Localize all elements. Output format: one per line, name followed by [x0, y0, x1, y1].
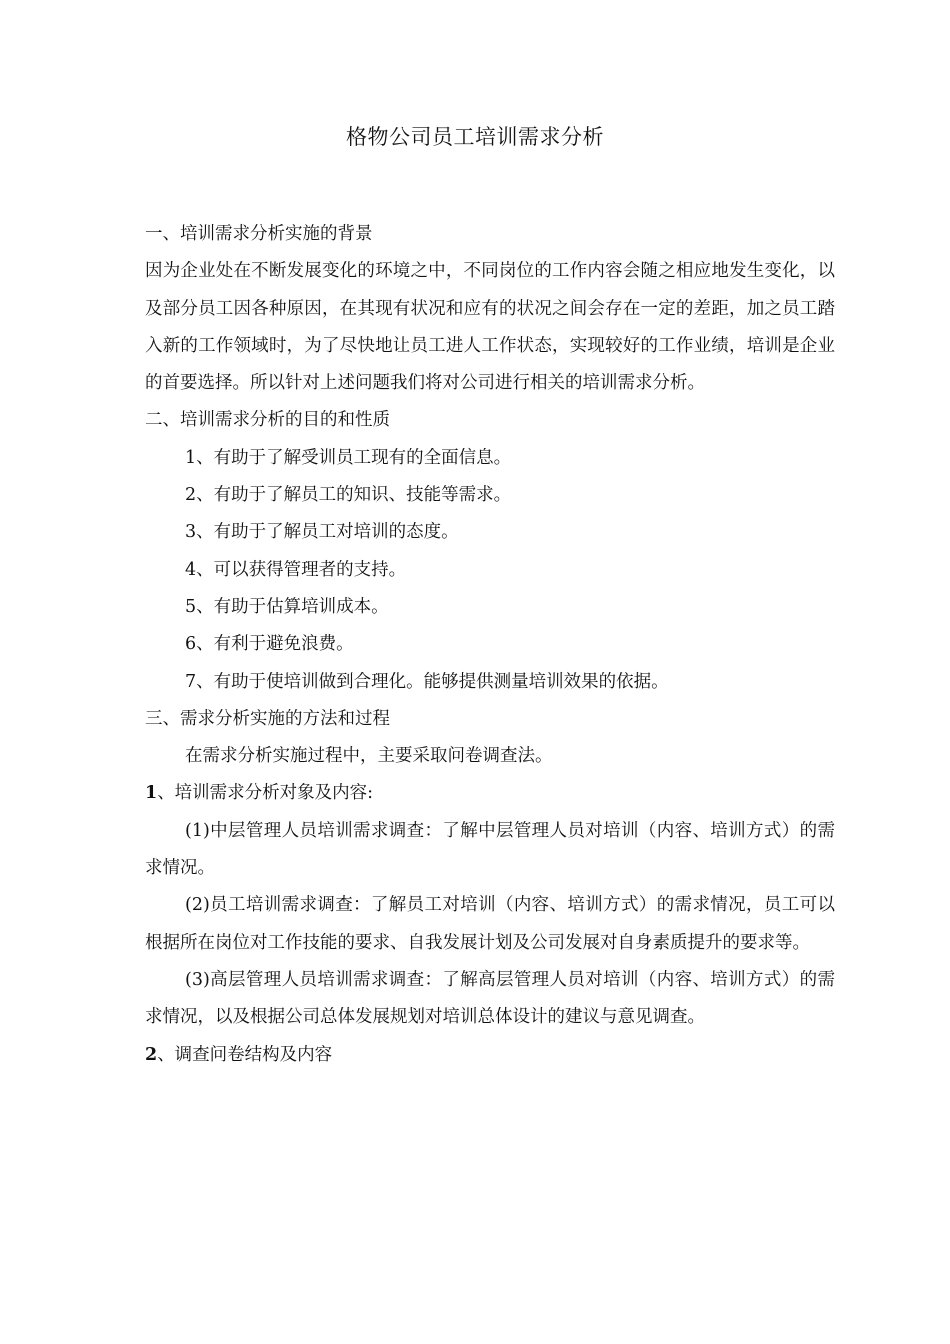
- purpose-item-1: 1、有助于了解受训员工现有的全面信息。: [185, 447, 512, 468]
- subsection-2-heading: [145, 1037, 835, 1074]
- section-2-heading: 二、培训需求分析的目的和性质: [145, 410, 390, 431]
- subsection-2-number: 2: [145, 1044, 158, 1065]
- purpose-item-5: 5、有助于估算培训成本。: [185, 596, 389, 617]
- survey-item-2: (2)员工培训需求调查：了解员工对培训（内容、培训方式）的需求情况，员工可以根据所在岗位对工作技能的要求、自我发展计划及公司发展对自身素质提升的要求等。: [145, 895, 835, 953]
- purpose-item-4: 4、可以获得管理者的支持。: [185, 559, 407, 580]
- survey-item-1: (1)中层管理人员培训需求调查：了解中层管理人员对培训（内容、培训方式）的需求情况。: [145, 820, 835, 879]
- document-title: 格物公司员工培训需求分析: [346, 125, 604, 149]
- section-3-intro: 在需求分析实施过程中，主要采取问卷调查法。: [185, 746, 553, 767]
- purpose-item-3: 3、有助于了解员工对培训的态度。: [185, 522, 459, 543]
- document-body: [145, 216, 835, 1074]
- subsection-1-text: 、培训需求分析对象及内容:: [157, 783, 374, 804]
- section-1-paragraph: 因为企业处在不断发展变化的环境之中，不同岗位的工作内容会随之相应地发生变化，以及部分员工因各种原因，在其现有状况和应有的状况之间会存在一定的差距，加之员工踏入新的工作领域时，为了尽快地让员工进人工作状态，实现较好的工作业绩，培训是企业的首要选择。所以针对上述问题我们将对公司进行相关的培训需求分析。: [145, 261, 835, 394]
- purpose-item-6: 6、有利于避免浪费。: [185, 634, 354, 655]
- purpose-item-7: 7、有助于使培训做到合理化。能够提供测量培训效果的依据。: [185, 671, 669, 692]
- subsection-1-heading: [145, 775, 835, 812]
- section-3-heading: 三、需求分析实施的方法和过程: [145, 708, 390, 729]
- survey-item-3: (3)高层管理人员培训需求调查：了解高层管理人员对培训（内容、培训方式）的需求情况，以及根据公司总体发展规划对培训总体设计的建议与意见调查。: [145, 969, 835, 1028]
- subsection-1-number: 1: [145, 783, 158, 804]
- subsection-2-text: 、调查问卷结构及内容: [157, 1044, 333, 1065]
- section-1-heading: 一、培训需求分析实施的背景: [145, 224, 373, 244]
- purpose-item-2: 2、有助于了解员工的知识、技能等需求。: [185, 485, 512, 506]
